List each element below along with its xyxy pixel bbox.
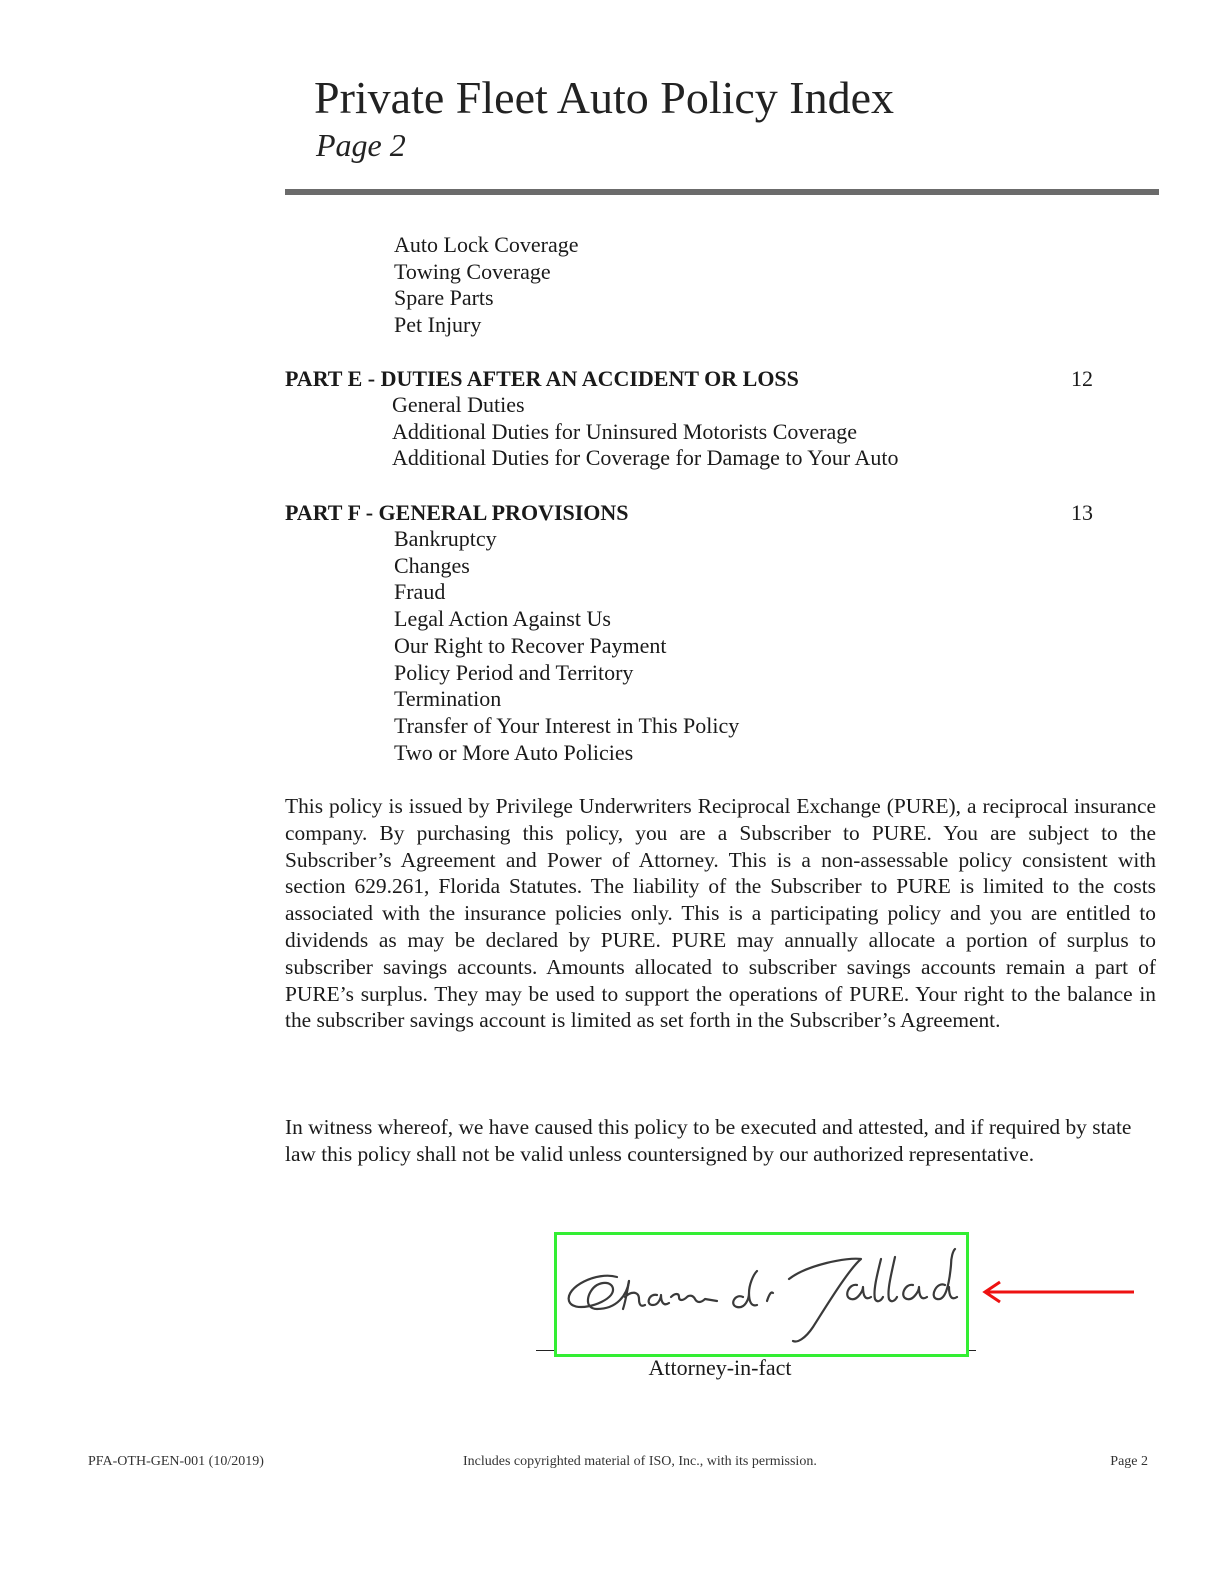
disclosure-paragraph: This policy is issued by Privilege Underwriters Reciprocal Exchange (PURE), a reciprocal insurance company. By purchasing this policy, you are a Subscriber to PURE. You are subject to the Subscriber’s Agreement and Power of Attorney. This is a non-assessable policy consistent with section 629.261, Florida Statutes. The liability of the Subscriber to PURE is limited to the costs associated with the insurance policies only. This is a participating policy and you are entitled to dividends as may be declared by PURE. PURE may annually allocate a portion of surplus to subscriber savings accounts. Amounts allocated to subscriber savings accounts remain a part of PURE’s surplus. They may be used to support the operations of PURE. Your right to the balance in the subscriber savings account is limited as set forth in the Subscriber’s Agreement. [285,794,1156,1033]
header-divider [285,189,1159,195]
footer-form-number: PFA-OTH-GEN-001 (10/2019) [88,1454,264,1469]
list-item: Auto Lock Coverage [394,232,579,257]
part-f-heading: PART F - GENERAL PROVISIONS [285,500,629,525]
list-item: Fraud [394,579,446,605]
part-f-page-number: 13 [1071,500,1093,525]
part-e-items-list [392,392,899,472]
list-item: Our Right to Recover Payment [394,632,667,658]
list-item: Termination [394,686,502,712]
list-item: Additional Duties for Uninsured Motorists Coverage [392,418,857,444]
footer-copyright: Includes copyrighted material of ISO, Inc., with its permission. [463,1454,817,1469]
list-item: Changes [394,552,470,578]
list-item: General Duties [392,392,525,417]
list-item: Towing Coverage [394,258,551,284]
handwritten-signature [557,1235,966,1354]
page-title: Private Fleet Auto Policy Index [314,72,895,123]
list-item: Legal Action Against Us [394,606,611,632]
list-item: Pet Injury [394,312,482,338]
list-item: Bankruptcy [394,526,497,551]
signature-highlight-box [554,1232,969,1357]
page-subtitle: Page 2 [316,127,406,163]
footer-page-number: Page 2 [1110,1454,1148,1469]
part-e-page-number: 12 [1071,366,1093,391]
part-f-heading-row [285,499,1093,526]
list-item: Policy Period and Territory [394,659,634,685]
list-item: Additional Duties for Coverage for Damage to Your Auto [392,445,899,471]
list-item: Spare Parts [394,285,494,311]
list-item: Two or More Auto Policies [394,739,634,765]
red-arrow-icon [980,1280,1140,1306]
continued-items-list [394,232,579,339]
list-item: Transfer of Your Interest in This Policy [394,712,740,738]
part-f-items-list [394,526,739,766]
signature-label: Attorney-in-fact [648,1355,792,1380]
part-e-heading-row [285,365,1093,392]
part-e-heading: PART E - DUTIES AFTER AN ACCIDENT OR LOSS [285,366,799,391]
witness-paragraph: In witness whereof, we have caused this policy to be executed and attested, and if required by state law this policy shall not be valid unless countersigned by our authorized representative. [285,1115,1132,1166]
